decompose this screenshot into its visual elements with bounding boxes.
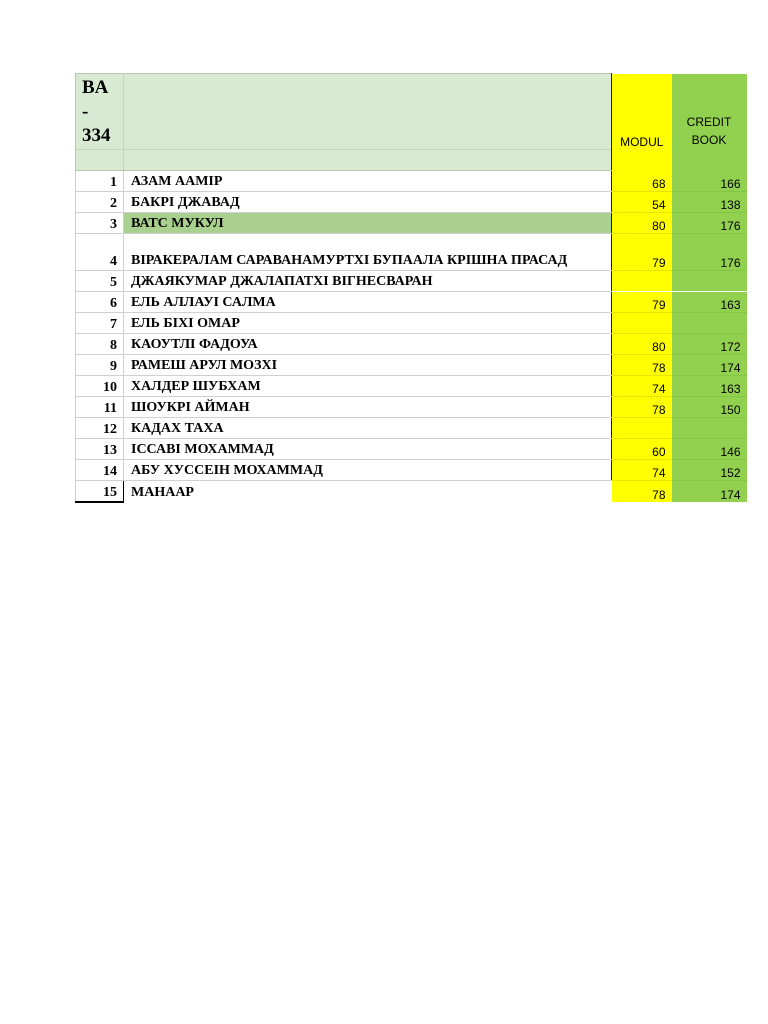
credit-book-score-cell[interactable]: 152 [672, 460, 747, 481]
modul-score-cell[interactable]: 78 [612, 355, 672, 376]
student-name-cell[interactable]: АЗАМ ААМІР [124, 171, 612, 192]
modul-score-cell[interactable]: 78 [612, 481, 672, 503]
modul-score-cell[interactable] [612, 418, 672, 439]
credit-book-header-line: BOOK [691, 132, 727, 147]
student-name-cell[interactable]: ХАЛДЕР ШУБХАМ [124, 376, 612, 397]
modul-score-cell[interactable]: 79 [612, 234, 672, 271]
modul-score-cell[interactable] [612, 313, 672, 334]
table-row [76, 171, 747, 192]
name-header-cell[interactable] [124, 74, 612, 150]
credit-book-score-cell[interactable]: 174 [672, 481, 747, 503]
table-row [76, 292, 747, 313]
row-number-cell[interactable]: 1 [76, 171, 124, 192]
row-number-cell[interactable]: 12 [76, 418, 124, 439]
modul-header-cell[interactable] [612, 74, 672, 150]
credit-book-header-cell[interactable] [672, 74, 747, 150]
student-name-cell[interactable]: КАОУТЛІ ФАДОУА [124, 334, 612, 355]
credit-book-score-cell[interactable]: 163 [672, 376, 747, 397]
table-row [76, 313, 747, 334]
row-number-cell[interactable]: 5 [76, 271, 124, 292]
row-number-cell[interactable]: 6 [76, 292, 124, 313]
credit-book-score-cell[interactable]: 163 [672, 292, 747, 313]
student-name-cell[interactable]: АБУ ХУССЕІН МОХАММАД [124, 460, 612, 481]
modul-score-cell[interactable]: 74 [612, 460, 672, 481]
student-name-cell[interactable]: КАДАХ ТАХА [124, 418, 612, 439]
spacer-cell[interactable] [612, 150, 672, 171]
student-name-cell[interactable]: ЕЛЬ БІХІ ОМАР [124, 313, 612, 334]
row-number-cell[interactable]: 9 [76, 355, 124, 376]
credit-book-score-cell[interactable] [672, 418, 747, 439]
modul-score-cell[interactable]: 80 [612, 334, 672, 355]
modul-score-cell[interactable]: 80 [612, 213, 672, 234]
student-name-cell[interactable]: ІССАВІ МОХАММАД [124, 439, 612, 460]
student-name-cell[interactable]: МАНААР [124, 481, 612, 503]
modul-score-cell[interactable]: 78 [612, 397, 672, 418]
student-name-cell[interactable]: ШОУКРІ АЙМАН [124, 397, 612, 418]
table-row [76, 213, 747, 234]
credit-book-score-cell[interactable]: 174 [672, 355, 747, 376]
modul-score-cell[interactable]: 54 [612, 192, 672, 213]
student-name-cell[interactable]: ВІРАКЕРАЛАМ САРАВАНАМУРТХІ БУПААЛА КРІШНА ПРАСАД [124, 234, 612, 271]
table-row [76, 397, 747, 418]
row-number-cell[interactable]: 8 [76, 334, 124, 355]
table-row [76, 192, 747, 213]
modul-score-cell[interactable]: 68 [612, 171, 672, 192]
spacer-cell[interactable] [124, 150, 612, 171]
modul-score-cell[interactable]: 74 [612, 376, 672, 397]
grades-table [75, 73, 747, 503]
row-number-cell[interactable]: 11 [76, 397, 124, 418]
spacer-cell[interactable] [76, 150, 124, 171]
header-row [76, 74, 747, 150]
table-row [76, 355, 747, 376]
row-number-cell[interactable]: 15 [76, 481, 124, 503]
student-grade-sheet [75, 73, 746, 503]
group-code-line: - [82, 101, 89, 122]
row-number-cell[interactable]: 13 [76, 439, 124, 460]
table-row [76, 418, 747, 439]
row-number-cell[interactable]: 10 [76, 376, 124, 397]
credit-book-score-cell[interactable]: 150 [672, 397, 747, 418]
student-name-cell[interactable]: ЕЛЬ АЛЛАУІ САЛМА [124, 292, 612, 313]
credit-book-score-cell[interactable]: 138 [672, 192, 747, 213]
row-number-cell[interactable]: 2 [76, 192, 124, 213]
group-code-cell[interactable] [76, 74, 124, 150]
row-number-cell[interactable]: 14 [76, 460, 124, 481]
credit-book-score-cell[interactable]: 176 [672, 234, 747, 271]
credit-book-score-cell[interactable]: 166 [672, 171, 747, 192]
credit-book-score-cell[interactable] [672, 313, 747, 334]
table-row [76, 376, 747, 397]
table-row [76, 334, 747, 355]
modul-score-cell[interactable] [612, 271, 672, 292]
row-number-cell[interactable]: 7 [76, 313, 124, 334]
spacer-cell[interactable] [672, 150, 747, 171]
modul-score-cell[interactable]: 79 [612, 292, 672, 313]
modul-score-cell[interactable]: 60 [612, 439, 672, 460]
credit-book-header-line: CREDIT [686, 114, 732, 129]
student-name-cell[interactable]: ВАТС МУКУЛ [124, 213, 612, 234]
group-code-line: 334 [82, 125, 111, 146]
table-row [76, 460, 747, 481]
row-number-cell[interactable]: 4 [76, 234, 124, 271]
table-row [76, 234, 747, 271]
group-code-line: BA [82, 77, 109, 98]
table-row [76, 439, 747, 460]
student-name-cell[interactable]: БАКРІ ДЖАВАД [124, 192, 612, 213]
table-row [76, 271, 747, 292]
student-name-cell[interactable]: ДЖАЯКУМАР ДЖАЛАПАТХІ ВІГНЕСВАРАН [124, 271, 612, 292]
table-row [76, 481, 747, 503]
student-name-cell[interactable]: РАМЕШ АРУЛ МОЗХІ [124, 355, 612, 376]
credit-book-score-cell[interactable] [672, 271, 747, 292]
credit-book-score-cell[interactable]: 146 [672, 439, 747, 460]
credit-book-score-cell[interactable]: 176 [672, 213, 747, 234]
header-spacer-row [76, 150, 747, 171]
row-number-cell[interactable]: 3 [76, 213, 124, 234]
modul-header-label: MODUL [620, 134, 664, 149]
credit-book-score-cell[interactable]: 172 [672, 334, 747, 355]
